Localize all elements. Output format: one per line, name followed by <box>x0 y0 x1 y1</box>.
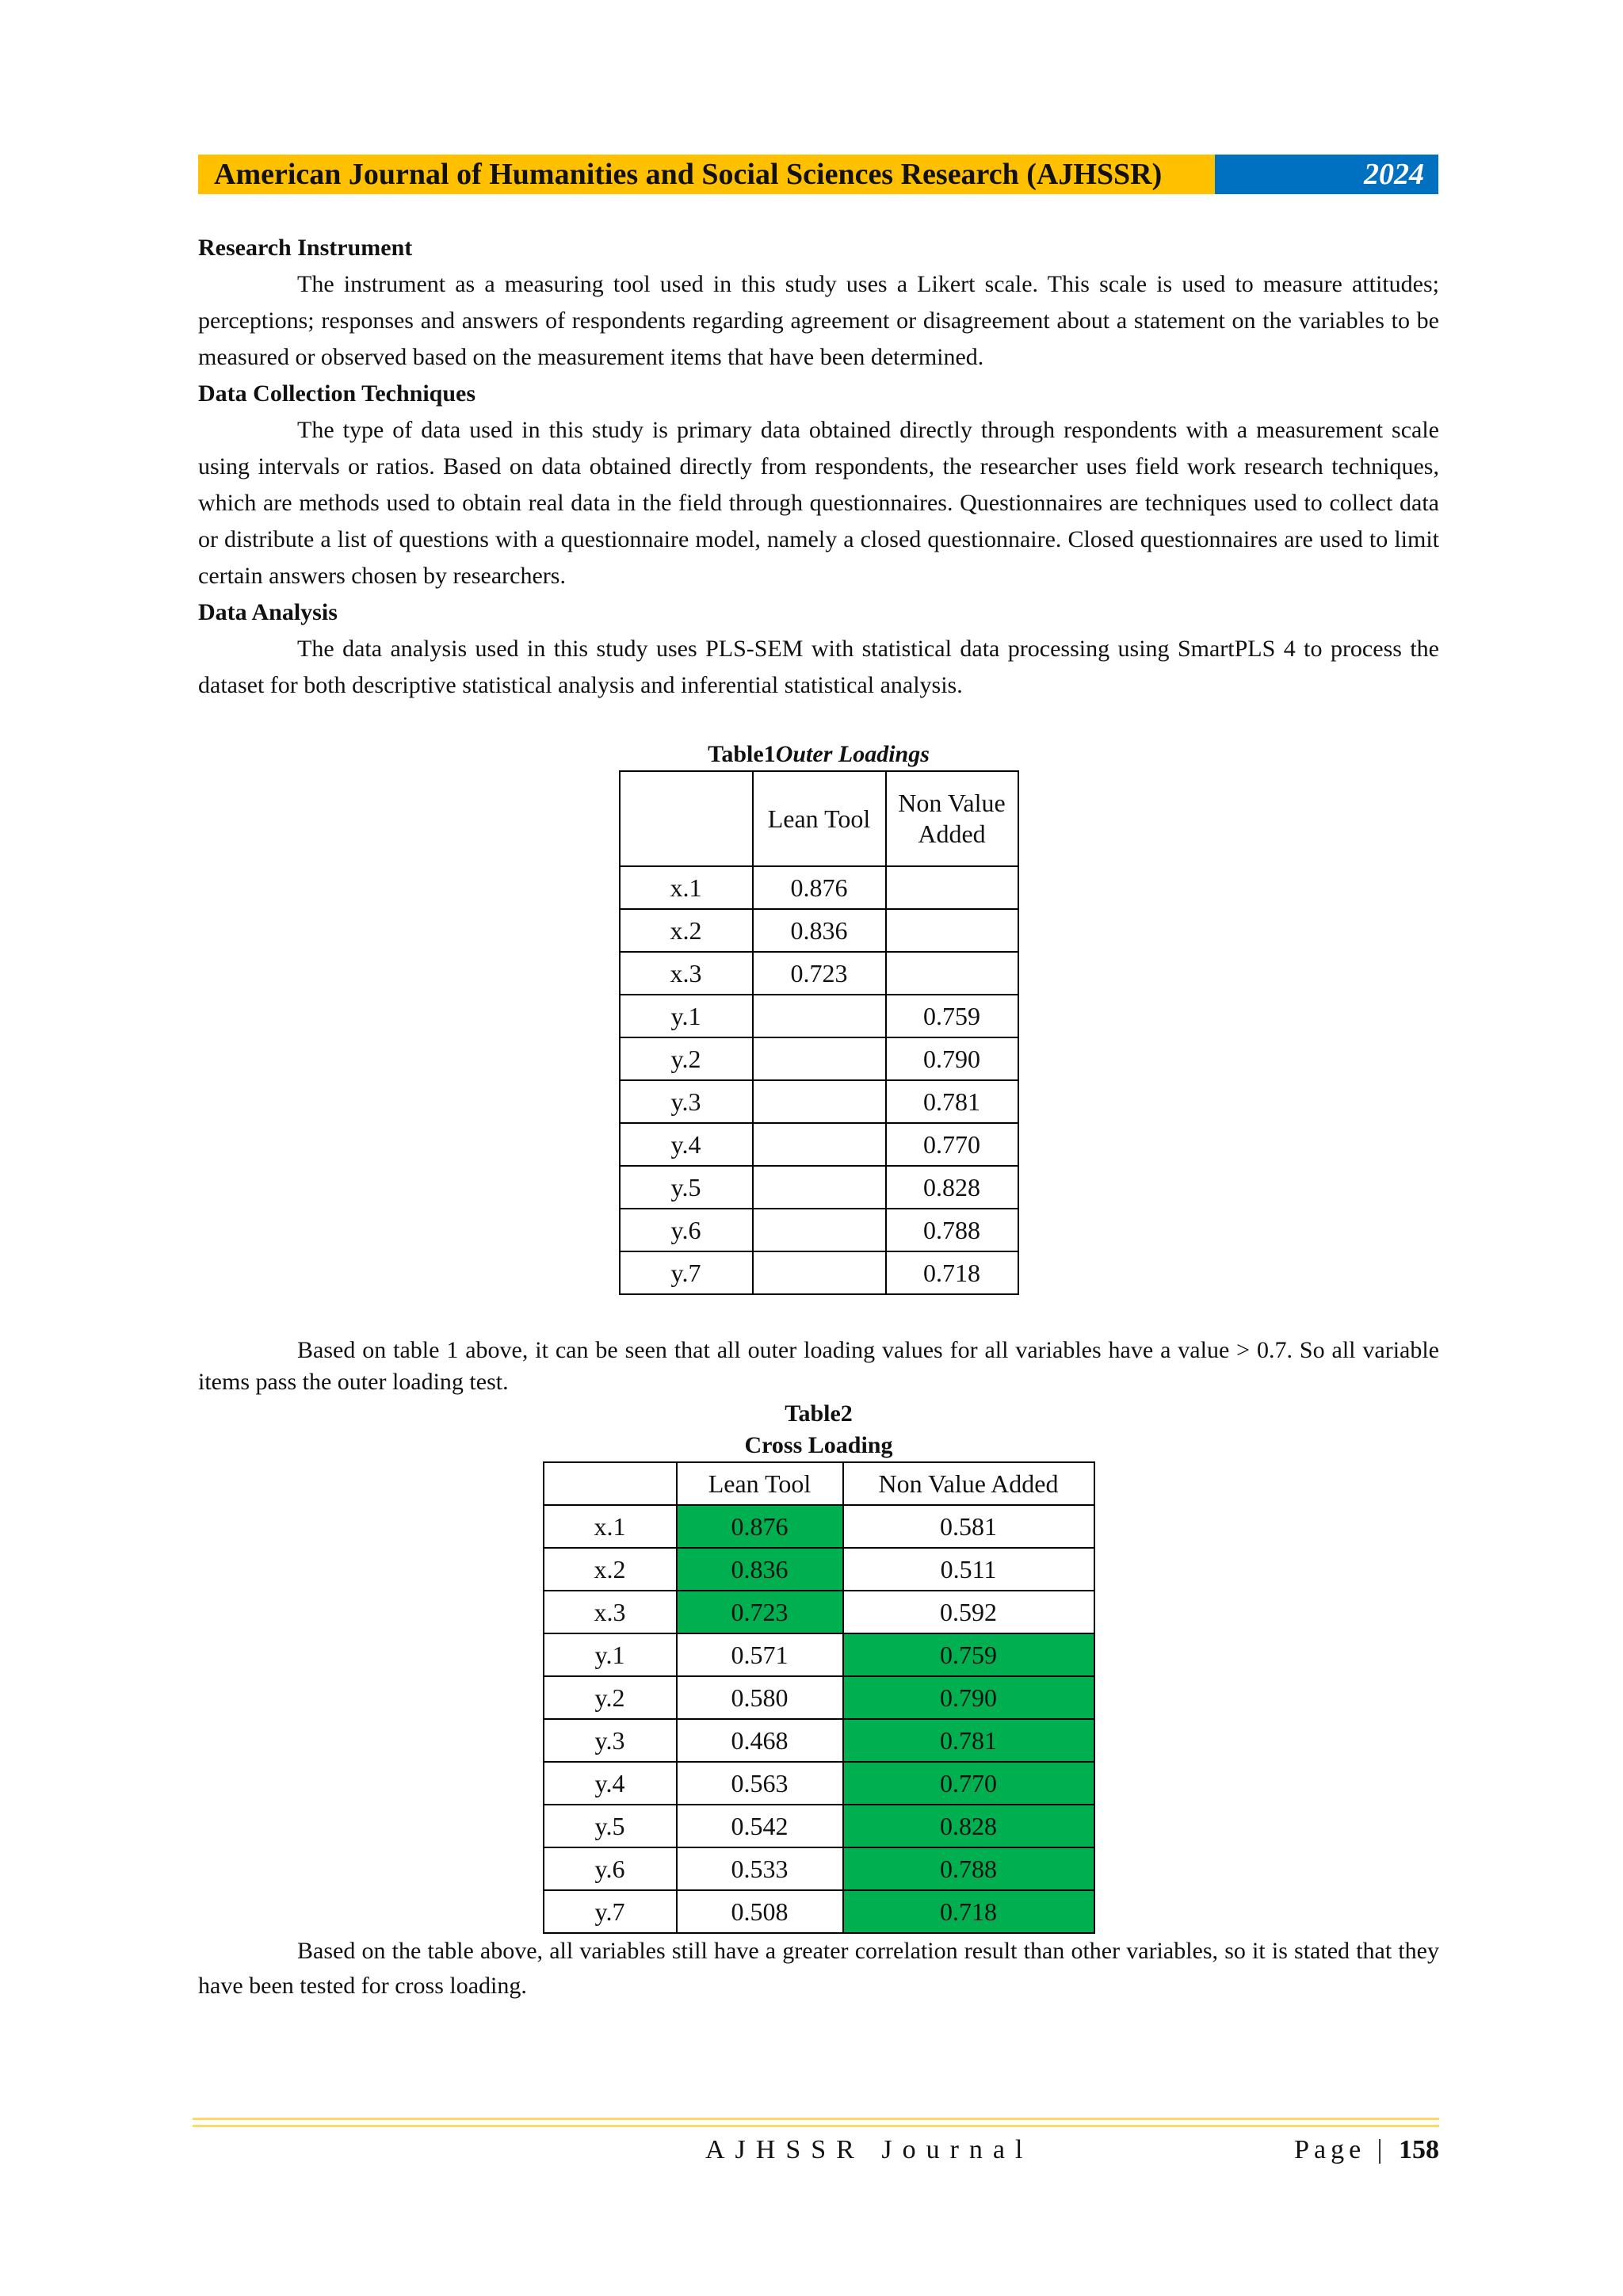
column-header-lean-tool: Lean Tool <box>677 1462 843 1505</box>
table2-title: Cross Loading <box>744 1432 893 1458</box>
journal-year: 2024 <box>1215 155 1438 194</box>
non-value-added-cell: 0.788 <box>886 1209 1018 1251</box>
lean-tool-cell: 0.533 <box>677 1847 843 1890</box>
non-value-added-cell: 0.781 <box>843 1719 1094 1762</box>
table-row <box>620 1080 1018 1123</box>
journal-title: American Journal of Humanities and Social Sciences Research (AJHSSR) <box>198 155 1215 194</box>
paragraph-data-collection: The type of data used in this study is primary data obtained directly through respondents with a measurement scale using intervals or ratios. Based on data obtained directly from respondents, the researcher uses field work research techniques, which are methods used to obtain real data in the field through questionnaires. Questionnaires are techniques used to collect data or distribute a list of questions with a questionnaire model, namely a closed questionnaire. Closed questionnaires are used to limit certain answers chosen by researchers. <box>198 417 1439 589</box>
table-row <box>544 1505 1094 1548</box>
non-value-added-cell: 0.759 <box>843 1633 1094 1676</box>
non-value-added-cell: 0.828 <box>886 1166 1018 1209</box>
row-label-cell: y.7 <box>620 1251 753 1294</box>
lean-tool-cell <box>753 1080 886 1123</box>
page-number: 158 <box>1399 2135 1439 2164</box>
row-label-cell: y.6 <box>544 1847 677 1890</box>
non-value-added-cell: 0.718 <box>843 1890 1094 1933</box>
row-label-cell: x.3 <box>544 1591 677 1633</box>
table-row <box>544 1719 1094 1762</box>
lean-tool-cell: 0.508 <box>677 1890 843 1933</box>
non-value-added-cell: 0.770 <box>886 1123 1018 1166</box>
non-value-added-cell: 0.581 <box>843 1505 1094 1548</box>
table-corner-cell <box>544 1462 677 1505</box>
table1-label: Table1 <box>708 741 776 767</box>
column-header-non-value-added: Non Value Added <box>886 771 1018 866</box>
table-row <box>544 1805 1094 1847</box>
row-label-cell: y.5 <box>544 1805 677 1847</box>
table2-label: Table2 <box>785 1400 853 1427</box>
non-value-added-cell: 0.790 <box>886 1037 1018 1080</box>
non-value-added-cell: 0.592 <box>843 1591 1094 1633</box>
non-value-added-cell: 0.828 <box>843 1805 1094 1847</box>
table-row <box>620 1251 1018 1294</box>
lean-tool-cell: 0.542 <box>677 1805 843 1847</box>
row-label-cell: y.2 <box>620 1037 753 1080</box>
row-label-cell: x.2 <box>620 909 753 952</box>
paragraph-after-table2: Based on the table above, all variables still have a greater correlation result than other variables, so it is stated that they have been tested for cross loading. <box>198 1938 1439 1999</box>
table-row <box>544 1633 1094 1676</box>
row-label-cell: y.7 <box>544 1890 677 1933</box>
page-footer <box>198 2128 1439 2172</box>
non-value-added-cell: 0.770 <box>843 1762 1094 1805</box>
table-row <box>544 1548 1094 1591</box>
lean-tool-cell: 0.563 <box>677 1762 843 1805</box>
non-value-added-cell: 0.790 <box>843 1676 1094 1719</box>
table-header-row <box>544 1462 1094 1505</box>
non-value-added-cell <box>886 866 1018 909</box>
table-row <box>620 1166 1018 1209</box>
non-value-added-cell: 0.781 <box>886 1080 1018 1123</box>
paragraph-after-table1: Based on table 1 above, it can be seen that all outer loading values for all variables have a value > 0.7. So all variable items pass the outer loading test. <box>198 1337 1439 1395</box>
row-label-cell: x.1 <box>620 866 753 909</box>
table-row <box>620 1037 1018 1080</box>
table-row <box>544 1591 1094 1633</box>
table-row <box>620 866 1018 909</box>
non-value-added-cell: 0.759 <box>886 995 1018 1037</box>
row-label-cell: y.5 <box>620 1166 753 1209</box>
footer-divider <box>193 2118 1439 2127</box>
column-header-lean-tool: Lean Tool <box>753 771 886 866</box>
lean-tool-cell: 0.571 <box>677 1633 843 1676</box>
table1-title: Outer Loadings <box>775 741 930 767</box>
non-value-added-cell: 0.511 <box>843 1548 1094 1591</box>
table-row <box>620 1123 1018 1166</box>
lean-tool-cell <box>753 995 886 1037</box>
row-label-cell: x.2 <box>544 1548 677 1591</box>
non-value-added-cell <box>886 952 1018 995</box>
table-row <box>620 995 1018 1037</box>
non-value-added-cell: 0.788 <box>843 1847 1094 1890</box>
row-label-cell: y.2 <box>544 1676 677 1719</box>
row-label-cell: y.4 <box>620 1123 753 1166</box>
journal-header <box>198 155 1438 194</box>
table1-caption <box>198 739 1439 770</box>
lean-tool-cell: 0.468 <box>677 1719 843 1762</box>
section-heading-data-collection: Data Collection Techniques <box>198 380 476 407</box>
table2-caption <box>198 1398 1439 1461</box>
page-content <box>198 230 1439 2004</box>
table-row <box>544 1847 1094 1890</box>
table-row <box>620 909 1018 952</box>
table-row <box>544 1676 1094 1719</box>
table-row <box>544 1890 1094 1933</box>
lean-tool-cell: 0.580 <box>677 1676 843 1719</box>
footer-page-number <box>1294 2128 1439 2172</box>
section-heading-research-instrument: Research Instrument <box>198 235 413 261</box>
table-row <box>620 952 1018 995</box>
lean-tool-cell: 0.876 <box>677 1505 843 1548</box>
row-label-cell: x.1 <box>544 1505 677 1548</box>
lean-tool-cell: 0.723 <box>753 952 886 995</box>
row-label-cell: y.4 <box>544 1762 677 1805</box>
lean-tool-cell <box>753 1251 886 1294</box>
non-value-added-cell: 0.718 <box>886 1251 1018 1294</box>
row-label-cell: y.1 <box>544 1633 677 1676</box>
lean-tool-cell <box>753 1166 886 1209</box>
non-value-added-cell <box>886 909 1018 952</box>
table-row <box>620 1209 1018 1251</box>
column-header-non-value-added: Non Value Added <box>843 1462 1094 1505</box>
table-header-row <box>620 771 1018 866</box>
row-label-cell: x.3 <box>620 952 753 995</box>
lean-tool-cell <box>753 1209 886 1251</box>
paragraph-data-analysis: The data analysis used in this study uses PLS-SEM with statistical data processing using SmartPLS 4 to process the dataset for both descriptive statistical analysis and inferential statistical analysis. <box>198 636 1439 698</box>
table-row <box>544 1762 1094 1805</box>
lean-tool-cell: 0.876 <box>753 866 886 909</box>
row-label-cell: y.3 <box>620 1080 753 1123</box>
footer-page-label: Page | <box>1294 2135 1388 2164</box>
row-label-cell: y.1 <box>620 995 753 1037</box>
lean-tool-cell <box>753 1037 886 1080</box>
lean-tool-cell: 0.836 <box>753 909 886 952</box>
row-label-cell: y.6 <box>620 1209 753 1251</box>
lean-tool-cell: 0.723 <box>677 1591 843 1633</box>
paragraph-research-instrument: The instrument as a measuring tool used in this study uses a Likert scale. This scale is used to measure attitudes; perceptions; responses and answers of respondents regarding agreement or disagreement about a statement on the variables to be measured or observed based on the measurement items that have been determined. <box>198 271 1439 370</box>
lean-tool-cell: 0.836 <box>677 1548 843 1591</box>
lean-tool-cell <box>753 1123 886 1166</box>
table-corner-cell <box>620 771 753 866</box>
row-label-cell: y.3 <box>544 1719 677 1762</box>
section-heading-data-analysis: Data Analysis <box>198 599 338 625</box>
outer-loadings-table <box>619 770 1019 1295</box>
footer-journal-name: AJHSSR Journal <box>705 2135 1033 2164</box>
cross-loading-table <box>543 1461 1095 1934</box>
